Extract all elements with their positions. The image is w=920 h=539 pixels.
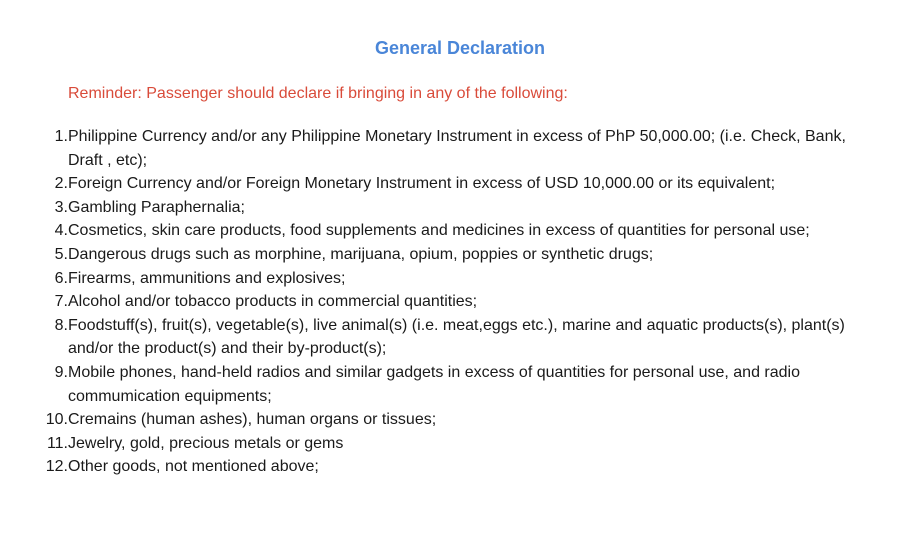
item-text: Cosmetics, skin care products, food supplements and medicines in excess of quantities for personal use; [68, 222, 810, 240]
item-number: 5. [54, 245, 68, 263]
item-number: 10. [45, 411, 68, 429]
item-number: 11. [46, 434, 68, 452]
item-text: Alcohol and/or tobacco products in commercial quantities; [68, 293, 478, 311]
item-text: Foodstuff(s), fruit(s), vegetable(s), live animal(s) (i.e. meat,eggs etc.), marine and aquatic products(s), plant(s) and/or the product(s) and their by-product(s); [68, 316, 845, 358]
list-item [30, 243, 860, 267]
item-text: Philippine Currency and/or any Philippine Monetary Instrument in excess of PhP 50,000.00; (i.e. Check, Bank, Draft , etc); [68, 128, 846, 169]
item-text: Dangerous drugs such as morphine, marijuana, opium, poppies or synthetic drugs; [68, 245, 654, 263]
list-item [30, 432, 860, 456]
item-number: 8. [54, 316, 68, 334]
list-item [30, 267, 860, 291]
item-number: 3. [54, 198, 68, 216]
item-number: 6. [54, 269, 68, 287]
list-item [30, 196, 860, 220]
list-item [30, 455, 860, 479]
declaration-list [30, 125, 860, 479]
list-item [30, 219, 860, 243]
item-text: Firearms, ammunitions and explosives; [68, 269, 346, 287]
item-number: 9. [54, 363, 68, 381]
list-item [30, 290, 860, 314]
list-item [30, 408, 860, 432]
item-number: 2. [54, 175, 68, 193]
page-title: General Declaration [374, 38, 546, 58]
list-item [30, 172, 860, 196]
item-text: Cremains (human ashes), human organs or tissues; [68, 411, 437, 429]
list-item [30, 125, 860, 172]
item-text: Foreign Currency and/or Foreign Monetary Instrument in excess of USD 10,000.00 or its equivalent; [68, 175, 776, 193]
item-text: Gambling Paraphernalia; [68, 198, 245, 216]
item-number: 4. [54, 222, 68, 240]
list-item [30, 314, 860, 361]
item-text: Other goods, not mentioned above; [68, 458, 319, 476]
reminder-text: Reminder: Passenger should declare if bringing in any of the following: [68, 85, 568, 102]
item-text: Mobile phones, hand-held radios and similar gadgets in excess of quantities for personal use, and radio commumication equipments; [68, 363, 800, 405]
item-text: Jewelry, gold, precious metals or gems [68, 434, 344, 452]
item-number: 7. [54, 293, 68, 311]
item-number: 12. [45, 458, 68, 476]
item-number: 1. [54, 128, 68, 145]
list-item [30, 361, 860, 408]
